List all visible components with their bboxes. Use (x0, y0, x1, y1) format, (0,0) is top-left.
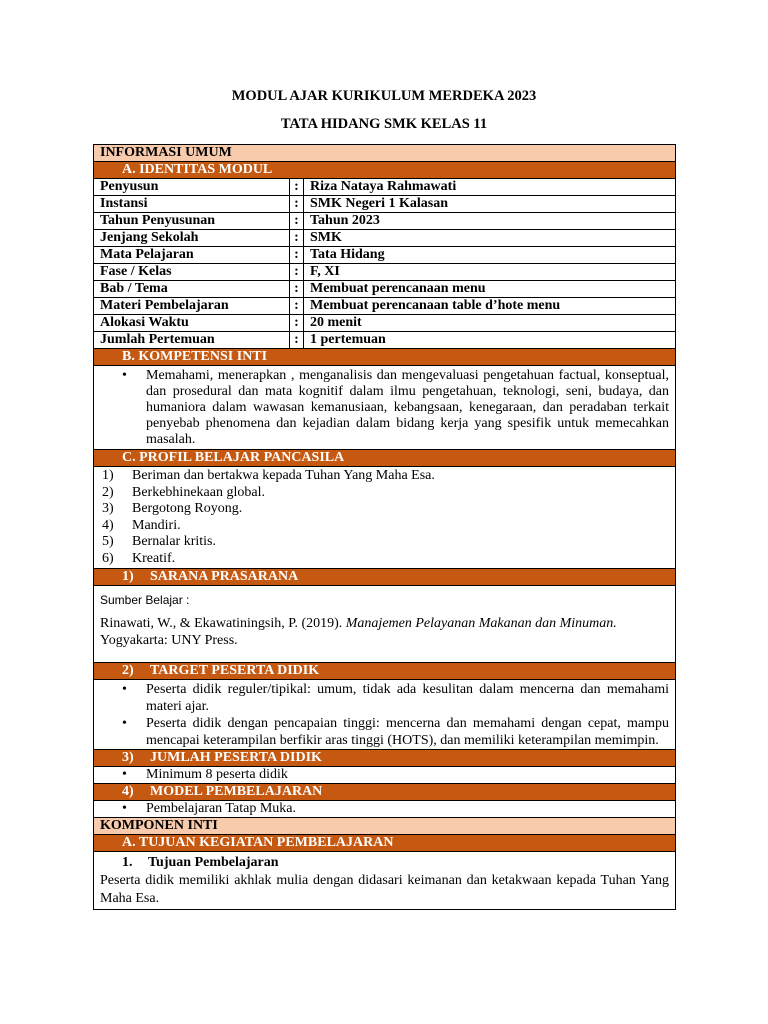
list-item (102, 468, 669, 485)
reference-text (100, 615, 669, 649)
jumlah-list (100, 767, 669, 783)
colon: : (290, 264, 304, 281)
tujuan-subheading (100, 854, 669, 872)
list-item (102, 551, 669, 568)
tujuan-cell (94, 851, 676, 909)
sub-title: Tujuan Pembelajaran (148, 854, 279, 870)
section-title: SARANA PRASARANA (150, 568, 299, 584)
list-text: Kreatif. (132, 550, 176, 566)
informasi-umum-header: INFORMASI UMUM (94, 145, 676, 162)
module-table (93, 144, 676, 910)
identitas-row (94, 332, 676, 349)
sarana-cell (94, 585, 676, 662)
identitas-value: Membuat perencanaan menu (304, 281, 676, 298)
informasi-umum-row (94, 145, 676, 162)
colon: : (290, 281, 304, 298)
colon: : (290, 332, 304, 349)
identitas-label: Materi Pembelajaran (94, 298, 290, 315)
identitas-value: 20 menit (304, 315, 676, 332)
identitas-label: Alokasi Waktu (94, 315, 290, 332)
identitas-row (94, 247, 676, 264)
kompetensi-list (100, 368, 669, 448)
tujuan-kegiatan-heading: A. TUJUAN KEGIATAN PEMBELAJARAN (94, 834, 676, 851)
komponen-inti-header: KOMPONEN INTI (94, 817, 676, 834)
list-text: Beriman dan bertakwa kepada Tuhan Yang Maha Esa. (132, 468, 435, 483)
identitas-value: F, XI (304, 264, 676, 281)
reference-authors: Rinawati, W., & Ekawatiningsih, P. (2019). (100, 615, 346, 631)
identitas-heading: A. IDENTITAS MODUL (94, 162, 676, 179)
section-number: 3) (122, 749, 134, 765)
document-title: MODUL AJAR KURIKULUM MERDEKA 2023 (231, 88, 537, 104)
section-number: 4) (122, 783, 134, 799)
identitas-label: Penyusun (94, 179, 290, 196)
identitas-value: 1 pertemuan (304, 332, 676, 349)
list-item: • Memahami, menerapkan , menganalisis dan mengevaluasi pengetahuan factual, konseptual, dan prosedural dan mata kognitif dalam ilmu pengetahuan, teknologi, seni, budaya, dan humaniora dalam wawasan kemanusiaan, kebangsaan, kenegaraan, dan peradaban terkait penyebab phenomena dan kejadian dalam bidang kerja yang spesifik untuk memecahkan masalah. (146, 368, 669, 448)
identitas-row (94, 281, 676, 298)
list-number: 5) (102, 534, 114, 550)
list-item: • Peserta didik dengan pencapaian tinggi: mencerna dan memahami dengan cepat, mampu mencapai keterampilan berfikir aras tinggi (HOTS), dan memiliki keterampilan memimpin. (146, 715, 669, 749)
target-list (100, 681, 669, 749)
colon: : (290, 247, 304, 264)
target-heading (94, 662, 676, 679)
identitas-value: Riza Nataya Rahmawati (304, 179, 676, 196)
list-number: 1) (102, 468, 114, 483)
colon: : (290, 230, 304, 247)
list-number: 3) (102, 501, 114, 517)
list-text: Bernalar kritis. (132, 534, 216, 550)
kompetensi-heading: B. KOMPETENSI INTI (94, 349, 676, 366)
identitas-row (94, 315, 676, 332)
list-number: 2) (102, 484, 114, 500)
identitas-value: Membuat perencanaan table d’hote menu (304, 298, 676, 315)
section-title: MODEL PEMBELAJARAN (150, 783, 323, 799)
reference-title: Manajemen Pelayanan Makanan dan Minuman. (345, 615, 617, 631)
profil-cell (94, 467, 676, 569)
identitas-row (94, 213, 676, 230)
list-item: • Minimum 8 peserta didik (146, 767, 669, 783)
section-title: JUMLAH PESERTA DIDIK (150, 749, 322, 765)
colon: : (290, 315, 304, 332)
identitas-value: SMK Negeri 1 Kalasan (304, 196, 676, 213)
list-item (102, 485, 669, 502)
colon: : (290, 213, 304, 230)
colon: : (290, 196, 304, 213)
identitas-label: Instansi (94, 196, 290, 213)
list-item (102, 518, 669, 535)
identitas-label: Bab / Tema (94, 281, 290, 298)
identitas-value: SMK (304, 230, 676, 247)
identitas-label: Jumlah Pertemuan (94, 332, 290, 349)
identitas-row (94, 179, 676, 196)
section-title: TARGET PESERTA DIDIK (150, 662, 320, 678)
model-cell (94, 800, 676, 817)
list-item: • Peserta didik reguler/tipikal: umum, tidak ada kesulitan dalam mencerna dan memahami materi ajar. (146, 681, 669, 715)
document-subtitle: TATA HIDANG SMK KELAS 11 (280, 116, 488, 132)
jumlah-cell (94, 766, 676, 783)
colon: : (290, 179, 304, 196)
list-number: 4) (102, 517, 114, 533)
list-text: Mandiri. (132, 517, 181, 533)
kompetensi-cell (94, 366, 676, 450)
identitas-row (94, 230, 676, 247)
model-list (100, 801, 669, 817)
identitas-row (94, 298, 676, 315)
section-number: 1) (122, 568, 134, 584)
colon: : (290, 298, 304, 315)
model-heading (94, 783, 676, 800)
list-item: • Pembelajaran Tatap Muka. (146, 801, 669, 817)
identitas-label: Mata Pelajaran (94, 247, 290, 264)
reference-publisher: Yogyakarta: UNY Press. (100, 632, 238, 648)
tujuan-text: Peserta didik memiliki akhlak mulia dengan didasari keimanan dan ketakwaan kepada Tuhan Yang Maha Esa. (100, 872, 670, 906)
list-item (102, 534, 669, 551)
profil-heading: C. PROFIL BELAJAR PANCASILA (94, 450, 676, 467)
identitas-value: Tahun 2023 (304, 213, 676, 230)
sumber-belajar-label: Sumber Belajar : (100, 592, 190, 607)
identitas-row (94, 196, 676, 213)
list-number: 6) (102, 550, 114, 566)
target-cell (94, 679, 676, 749)
list-text: Berkebhinekaan global. (132, 484, 265, 500)
list-text: Bergotong Royong. (132, 501, 243, 517)
sarana-heading (94, 568, 676, 585)
jumlah-heading (94, 749, 676, 766)
identitas-label: Fase / Kelas (94, 264, 290, 281)
list-item (102, 501, 669, 518)
identitas-label: Tahun Penyusunan (94, 213, 290, 230)
identitas-label: Jenjang Sekolah (94, 230, 290, 247)
profil-list (102, 468, 669, 568)
identitas-value: Tata Hidang (304, 247, 676, 264)
section-number: 2) (122, 662, 134, 678)
identitas-row (94, 264, 676, 281)
sub-number: 1. (122, 854, 133, 870)
